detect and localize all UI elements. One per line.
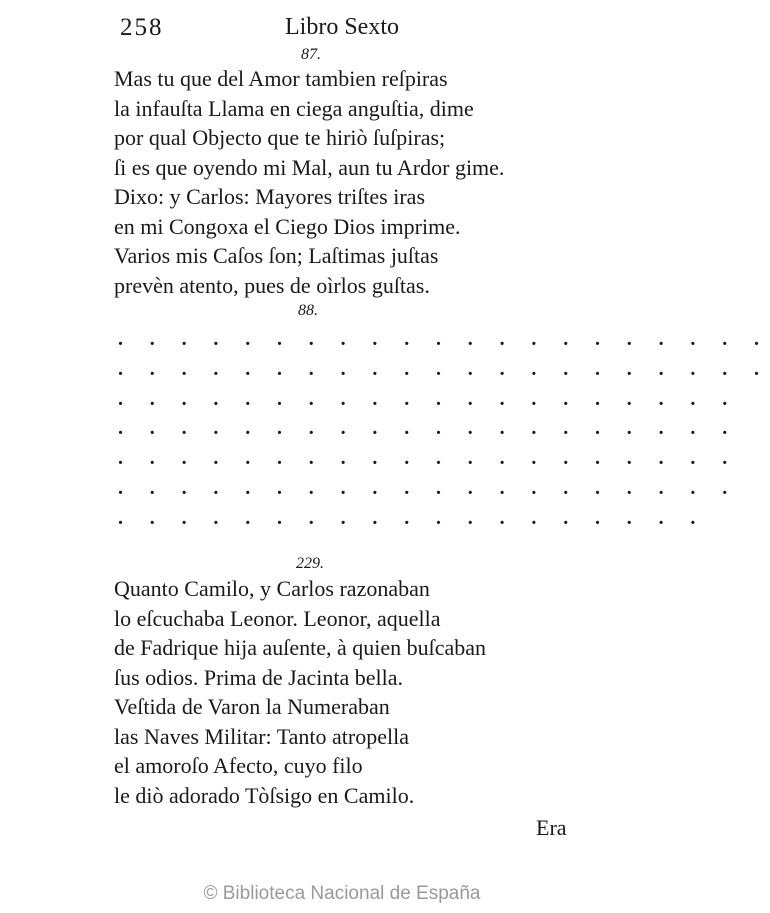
verse-line: de Fadrique hija auſente, à quien buſcaban [114, 635, 487, 660]
verse-line: las Naves Militar: Tanto atropella [114, 723, 409, 749]
verse-line: lo eſcuchaba Leonor. Leonor, aquella [114, 605, 441, 631]
verse-line: Veſtida de Varon la Numeraban [114, 694, 390, 719]
verse-line: el amoroſo Afecto, cuyo filo [114, 753, 363, 778]
catchword: Era [536, 815, 567, 840]
verse-line: ſi es que oyendo mi Mal, aun tu Ardor gime. [114, 154, 505, 180]
stanza-number: 87. [301, 46, 321, 63]
verse-line: Mas tu que del Amor tambien reſpiras [114, 66, 448, 91]
omitted-line: . . . . . . . . . . . . . . . . . . . [118, 506, 707, 529]
omitted-line: . . . . . . . . . . . . . . . . . . . . [118, 417, 739, 440]
verse-line: Dixo: y Carlos: Mayores triſtes iras [114, 184, 426, 209]
omitted-line: . . . . . . . . . . . . . . . . . . . . [118, 447, 739, 470]
omitted-line: . . . . . . . . . . . . . . . . . . . . [118, 387, 739, 410]
verse-line: prevèn atento, pues de oìrlos guſtas. [114, 272, 430, 298]
verse-line: Quanto Camilo, y Carlos razonaban [114, 576, 430, 601]
stanza-88-omitted [118, 325, 770, 534]
omitted-line: . . . . . . . . . . . . . . . . . . . . [118, 476, 739, 499]
verse-line: ſus odios. Prima de Jacinta bella. [114, 664, 403, 690]
stanza-87 [114, 64, 504, 300]
running-title: Libro Sexto [285, 14, 399, 40]
page-number: 258 [120, 14, 164, 41]
verse-line: la infauſta Llama en ciega anguſtia, dime [114, 95, 474, 121]
stanza-number: 229. [296, 555, 324, 572]
verse-line: por qual Objecto que te hiriò ſuſpiras; [114, 125, 446, 150]
verse-line: en mi Congoxa el Ciego Dios imprime. [114, 213, 461, 239]
omitted-line: . . . . . . . . . . . . . . . . . . . . . [118, 357, 770, 380]
page-header [0, 14, 684, 44]
verse-line: Varios mis Caſos ſon; Laſtimas juſtas [114, 243, 439, 268]
copyright-footer: © Biblioteca Nacional de España [203, 883, 481, 904]
stanza-229 [114, 574, 486, 810]
omitted-line: . . . . . . . . . . . . . . . . . . . . . [118, 328, 770, 350]
verse-line: le diò adorado Tòſsigo en Camilo. [114, 782, 415, 808]
stanza-number: 88. [298, 302, 318, 319]
